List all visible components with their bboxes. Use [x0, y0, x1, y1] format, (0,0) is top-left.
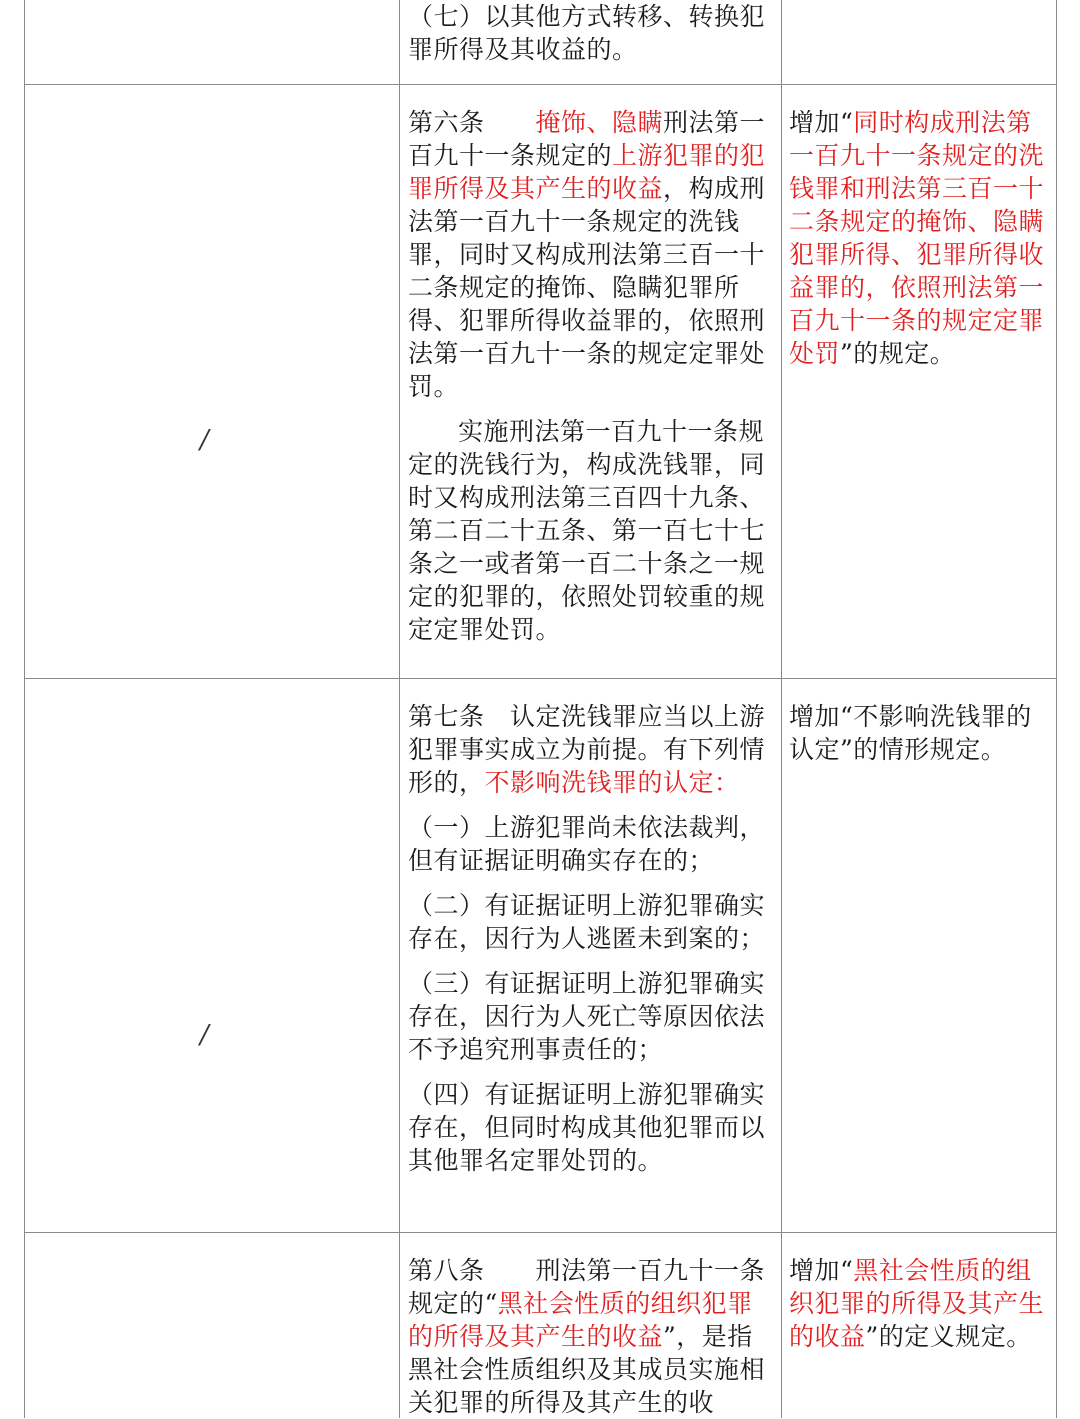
- text-segment: ”的规定。: [840, 339, 956, 368]
- row1-new-provision-cell: [408, 106, 776, 646]
- row-divider-2: [24, 678, 1057, 679]
- highlighted-text: 同时构成刑法第一百九十一条规定的洗钱罪和刑法第三百一十二条规定的掩饰、隐瞒犯罪所得、犯罪所得收益罪的，依照刑法第一百九十一条的规定定罪处罚: [789, 108, 1045, 368]
- table-border-right: [1056, 0, 1057, 1418]
- text-segment: 第六条: [408, 108, 536, 137]
- paragraph: [789, 700, 1051, 766]
- row0-new-provision-cell: [408, 0, 776, 66]
- text-segment: （三）有证据证明上游犯罪确实存在，因行为人死亡等原因依法不予追究刑事责任的；: [408, 969, 766, 1064]
- row3-new-provision-cell: [408, 1254, 776, 1419]
- text-segment: 刑法第一百九十一条规定的: [408, 108, 766, 170]
- row2-new-provision-cell: [408, 700, 776, 1177]
- text-segment: ”，是指黑社会性质组织及其成员实施相关犯罪的所得及其产生的收: [408, 1322, 766, 1417]
- text-segment: 增加“: [789, 108, 854, 137]
- column-divider-2: [781, 0, 782, 1418]
- paragraph: [408, 0, 776, 66]
- column-divider-1: [399, 0, 400, 1418]
- row-divider-1: [24, 84, 1057, 85]
- row1-old-provision-cell: /: [200, 425, 209, 455]
- paragraph: [789, 106, 1051, 370]
- highlighted-text: 黑社会性质的组织犯罪的所得及其产生的收益: [408, 1289, 753, 1351]
- highlighted-text: 掩饰、隐瞒: [535, 108, 664, 137]
- paragraph: [408, 106, 776, 403]
- table-border-left: [24, 0, 25, 1418]
- paragraph: [789, 1254, 1051, 1353]
- row3-change-note-cell: [789, 1254, 1051, 1353]
- text-segment: 实施刑法第一百九十一条规定的洗钱行为，构成洗钱罪，同时又构成刑法第三百四十九条、第二百二十五条、第一百七十七条之一或者第一百二十条之一规定的犯罪的，依照处罚较重的规定定罪处罚。: [408, 417, 766, 644]
- paragraph: [408, 415, 776, 646]
- text-segment: 增加“不影响洗钱罪的认定”的情形规定。: [789, 702, 1032, 764]
- text-segment: ”的定义规定。: [865, 1322, 1032, 1351]
- row1-change-note-cell: [789, 106, 1051, 370]
- text-segment: （四）有证据证明上游犯罪确实存在，但同时构成其他犯罪而以其他罪名定罪处罚的。: [408, 1080, 766, 1175]
- paragraph: [408, 1078, 776, 1177]
- paragraph: [408, 700, 776, 799]
- highlighted-text: 黑社会性质的组织犯罪的所得及其产生的收益: [789, 1256, 1045, 1351]
- text-segment: 第八条 刑法第一百九十一条规定的“: [408, 1256, 766, 1318]
- row-divider-3: [24, 1232, 1057, 1233]
- text-segment: ，构成刑法第一百九十一条规定的洗钱罪，同时又构成刑法第三百一十二条规定的掩饰、隐瞒犯罪所得、犯罪所得收益罪的，依照刑法第一百九十一条的规定定罪处罚。: [408, 174, 766, 401]
- text-segment: 增加“: [789, 1256, 854, 1285]
- paragraph: [408, 967, 776, 1066]
- paragraph: [408, 811, 776, 877]
- text-segment: 第七条 认定洗钱罪应当以上游犯罪事实成立为前提。有下列情形的，: [408, 702, 766, 797]
- paragraph: [408, 1254, 776, 1419]
- text-segment: （二）有证据证明上游犯罪确实存在，因行为人逃匿未到案的；: [408, 891, 766, 953]
- text-segment: （七）以其他方式转移、转换犯罪所得及其收益的。: [408, 2, 766, 64]
- text-segment: （一）上游犯罪尚未依法裁判，但有证据证明确实存在的；: [408, 813, 766, 875]
- paragraph: [408, 889, 776, 955]
- highlighted-text: 上游犯罪的犯罪所得及其产生的收益: [408, 141, 766, 203]
- row2-old-provision-cell: /: [200, 1020, 209, 1050]
- row2-change-note-cell: [789, 700, 1051, 766]
- highlighted-text: 不影响洗钱罪的认定：: [484, 768, 740, 797]
